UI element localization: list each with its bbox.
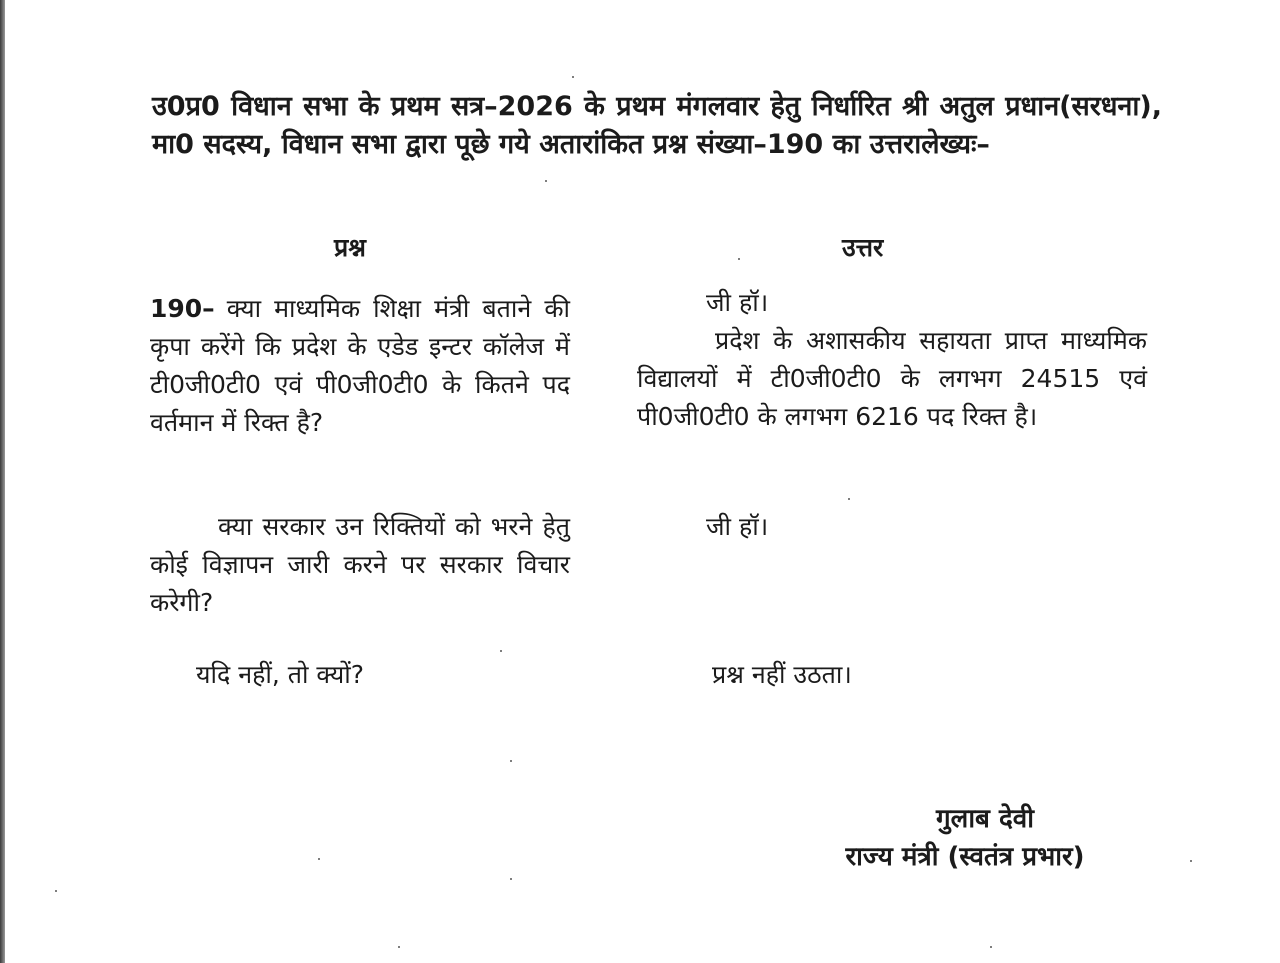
- scan-speck: [1190, 860, 1192, 862]
- scan-speck: [738, 258, 740, 260]
- question-1-text: क्या माध्यमिक शिक्षा मंत्री बताने की कृपा करेंगे कि प्रदेश के एडेड इन्टर कॉलेज में टी0जी0टी0 एवं पी0जी0टी0 के कितने पद वर्तमान में रिक्त है?: [150, 294, 570, 437]
- question-1: [150, 290, 570, 442]
- scan-speck: [545, 180, 547, 182]
- signatory-name: गुलाब देवी: [936, 804, 1034, 834]
- question-2: क्या सरकार उन रिक्तियों को भरने हेतु कोई विज्ञापन जारी करने पर सरकार विचार करेगी?: [150, 512, 570, 617]
- scan-speck: [510, 878, 512, 880]
- scan-speck: [398, 946, 400, 948]
- answer-2: जी हॉ।: [706, 512, 769, 541]
- signatory-title: राज्य मंत्री (स्वतंत्र प्रभार): [845, 842, 1085, 872]
- answer-3: प्रश्न नहीं उठता।: [712, 660, 852, 689]
- scan-speck: [572, 76, 574, 78]
- answer-1: जी हॉ।: [706, 288, 769, 317]
- scan-speck: [990, 946, 992, 948]
- question-number: 190–: [150, 294, 215, 323]
- signature-block: [820, 800, 1110, 876]
- question-column-heading: प्रश्न: [334, 233, 366, 262]
- scan-speck: [500, 650, 502, 652]
- scan-speck: [510, 760, 512, 762]
- scan-page-edge: [0, 0, 5, 963]
- question-3: यदि नहीं, तो क्यों?: [196, 660, 365, 689]
- document-header: उ0प्र0 विधान सभा के प्रथम सत्र–2026 के प्रथम मंगलवार हेतु निर्धारित श्री अतुल प्रधान(सरधना), मा0 सदस्य, विधान सभा द्वारा पूछे गये अतारांकित प्रश्न संख्या–190 का उत्तरालेख्यः–: [152, 91, 1162, 160]
- answer-1-detail: प्रदेश के अशासकीय सहायता प्राप्त माध्यमिक विद्यालयों में टी0जी0टी0 के लगभग 24515 एवं पी0जी0टी0 के लगभग 6216 पद रिक्त है।: [637, 326, 1147, 431]
- scan-speck: [55, 890, 57, 892]
- scan-speck: [848, 498, 850, 500]
- scan-speck: [318, 858, 320, 860]
- answer-column-heading: उत्तर: [842, 233, 884, 262]
